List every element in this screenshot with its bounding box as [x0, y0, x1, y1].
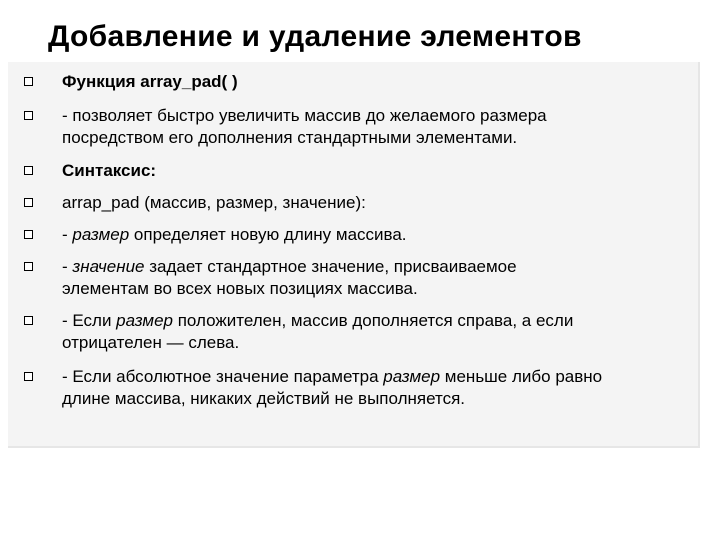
bullet-rest: меньше либо равно: [440, 367, 603, 386]
bullet-emphasis: размер: [72, 225, 130, 244]
bullet-rest: определяет новую длину массива.: [129, 225, 407, 244]
square-bullet-icon: [24, 198, 33, 207]
bullet-line: [62, 310, 708, 332]
bullet-line: посредством его дополнения стандартными элементами.: [62, 128, 518, 147]
bullet-line: [62, 256, 708, 278]
bullet-emphasis: размер: [116, 311, 173, 330]
bullet-prefix: - Если: [62, 311, 117, 330]
bullet-text: [62, 310, 708, 354]
bullet-rest: положителен, массив дополняется справа, а если: [172, 311, 574, 330]
square-bullet-icon: [24, 262, 33, 271]
square-bullet-icon: [24, 372, 33, 381]
bullet-line: длине массива, никаких действий не выполняется.: [62, 389, 466, 408]
square-bullet-icon: [24, 166, 33, 175]
bullet-text: Функция array_pad( ): [62, 72, 238, 91]
bullet-text: [62, 366, 708, 410]
bullet-emphasis: значение: [72, 257, 145, 276]
bullet-line: - позволяет быстро увеличить массив до желаемого размера: [62, 106, 547, 125]
bullet-line: отрицателен — слева.: [62, 333, 240, 352]
bullet-text: [62, 105, 708, 149]
slide-title: Добавление и удаление элементов: [48, 20, 582, 53]
bullet-rest: задает стандартное значение, присваиваемое: [144, 257, 517, 276]
square-bullet-icon: [24, 316, 33, 325]
bullet-text: Синтаксис:: [62, 161, 157, 180]
bullet-line: элементам во всех новых позициях массива.: [62, 279, 418, 298]
bullet-emphasis: размер: [383, 367, 441, 386]
bullet-text: [62, 256, 708, 300]
bullet-prefix: - Если абсолютное значение параметра: [62, 367, 384, 386]
square-bullet-icon: [24, 111, 33, 120]
bullet-line: [62, 366, 708, 388]
bullet-prefix: -: [62, 257, 73, 276]
square-bullet-icon: [24, 230, 33, 239]
square-bullet-icon: [24, 77, 33, 86]
bullet-prefix: -: [62, 225, 73, 244]
bullet-text: arrap_pad (массив, размер, значение):: [62, 193, 366, 212]
bullet-text: [62, 224, 708, 246]
